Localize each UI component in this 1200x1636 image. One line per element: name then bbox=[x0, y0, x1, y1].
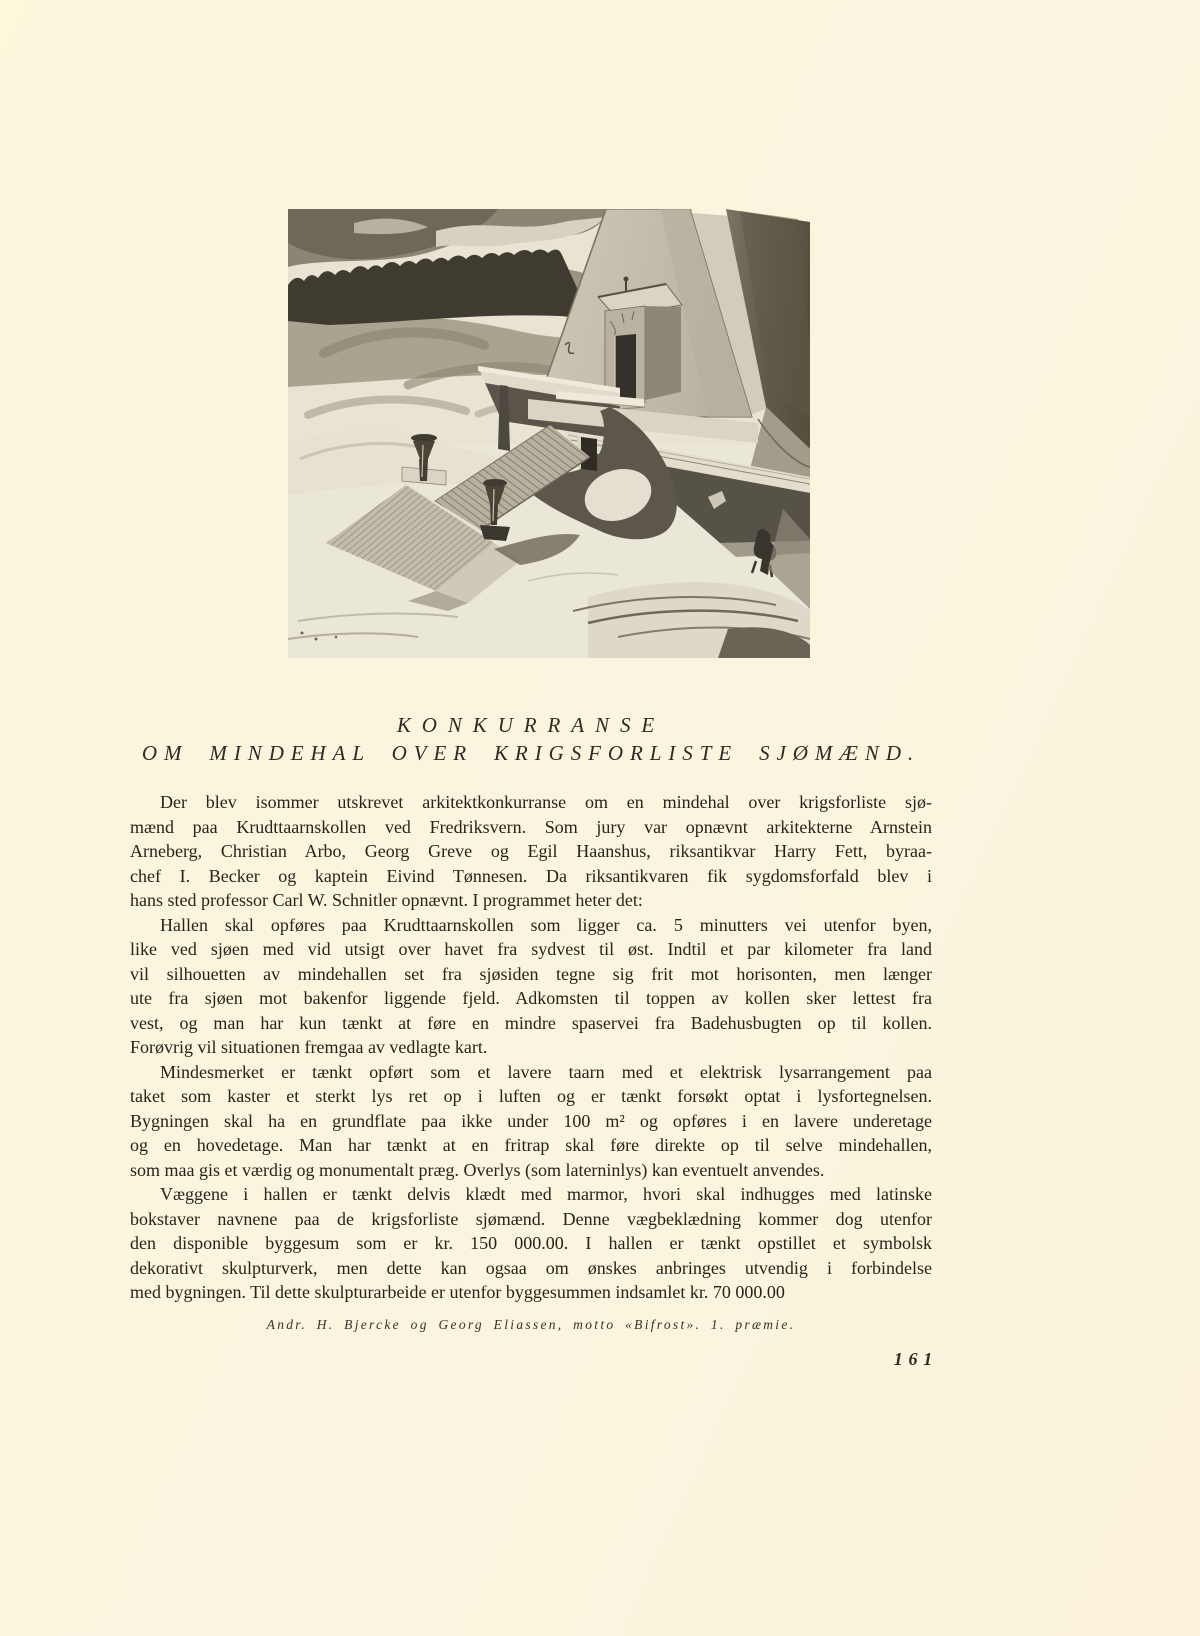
text-line: like ved sjøen med vid utsigt over havet fra sydvest til øst. Indtil et par kilometer fra land bbox=[130, 939, 932, 959]
text-line: Hallen skal opføres paa Krudttaarnskollen som ligger ca. 5 minutters vei utenfor byen, bbox=[160, 914, 932, 935]
article-title-line2: OM MINDEHAL OVER KRIGSFORLISTE SJØMÆND. bbox=[141, 741, 921, 765]
text-line: som maa gis et værdig og monumentalt præg. Overlys (som laterninlys) kan eventuelt anvendes. bbox=[130, 1159, 825, 1180]
text-line: bokstaver navnene paa de krigsforliste sjømænd. Denne vægbeklædning kommer dog utenfor bbox=[130, 1208, 932, 1229]
text-line: dekorativt skulpturverk, men dette kan ogsaa om ønskes anbringes utvendig i forbindelse bbox=[130, 1257, 932, 1278]
text-line: Væggene i hallen er tænkt delvis klædt med marmor, hvori skal indhugges med latinske bbox=[160, 1184, 932, 1204]
text-line: Forøvrig vil situationen fremgaa av vedlagte kart. bbox=[130, 1037, 488, 1057]
text-line: og en hovedetage. Man har tænkt at en fritrap skal føre direkte op til selve mindehallen, bbox=[130, 1135, 932, 1155]
text-line: den disponible byggesum som er kr. 150 000.00. I hallen er tænkt opstillet et symbolsk bbox=[130, 1233, 932, 1253]
text-line: chef I. Becker og kaptein Eivind Tønnesen. Da riksantikvaren fik sygdomsforfald blev i bbox=[130, 865, 932, 886]
text-line: hans sted professor Carl W. Schnitler opnævnt. I programmet heter det: bbox=[130, 890, 643, 910]
page-number: 161 bbox=[893, 1349, 938, 1369]
watercolor-drawing bbox=[288, 209, 810, 658]
text-line: med bygningen. Til dette skulpturarbeide er utenfor byggesummen indsamlet kr. 70 000.00 bbox=[130, 1282, 785, 1302]
text-line: taket som kaster et sterkt lys ret op i luften og er tænkt forsøkt optat i lysfortegnelsen. bbox=[130, 1086, 932, 1106]
article-title bbox=[130, 711, 932, 767]
paragraph bbox=[130, 1182, 932, 1305]
article-title-line1: KONKURRANSE bbox=[396, 713, 666, 737]
figure-caption: Andr. H. Bjercke og Georg Eliassen, motto «Bifrost». 1. præmie. bbox=[266, 1317, 796, 1332]
paragraph bbox=[130, 1060, 932, 1183]
text-line: Mindesmerket er tænkt opført som et lavere taarn med et elektrisk lysarrangement paa bbox=[160, 1061, 932, 1082]
text-line: vest, og man har kun tænkt at føre en mindre spaservei fra Badehusbugten op til kollen. bbox=[130, 1012, 932, 1033]
text-line: ute fra sjøen mot bakenfor liggende fjeld. Adkomsten til toppen av kollen sker lettest fra bbox=[130, 988, 932, 1008]
text-line: Der blev isommer utskrevet arkitektkonkurranse om en mindehal over krigsforliste sjø- bbox=[160, 792, 932, 812]
text-line: vil silhouetten av mindehallen set fra sjøsiden tegne sig frit mot horisonten, men længer bbox=[130, 963, 932, 984]
memorial-hall-illustration bbox=[288, 209, 810, 658]
article-body bbox=[130, 790, 932, 1305]
text-line: Arneberg, Christian Arbo, Georg Greve og Egil Haanshus, riksantikvar Harry Fett, byraa- bbox=[130, 841, 932, 861]
paragraph bbox=[130, 913, 932, 1060]
text-line: mænd paa Krudttaarnskollen ved Fredriksvern. Som jury var opnævnt arkitekterne Arnstein bbox=[130, 816, 932, 837]
paragraph bbox=[130, 790, 932, 913]
text-line: Bygningen skal ha en grundflate paa ikke under 100 m² og opføres i en lavere underetage bbox=[130, 1110, 932, 1131]
